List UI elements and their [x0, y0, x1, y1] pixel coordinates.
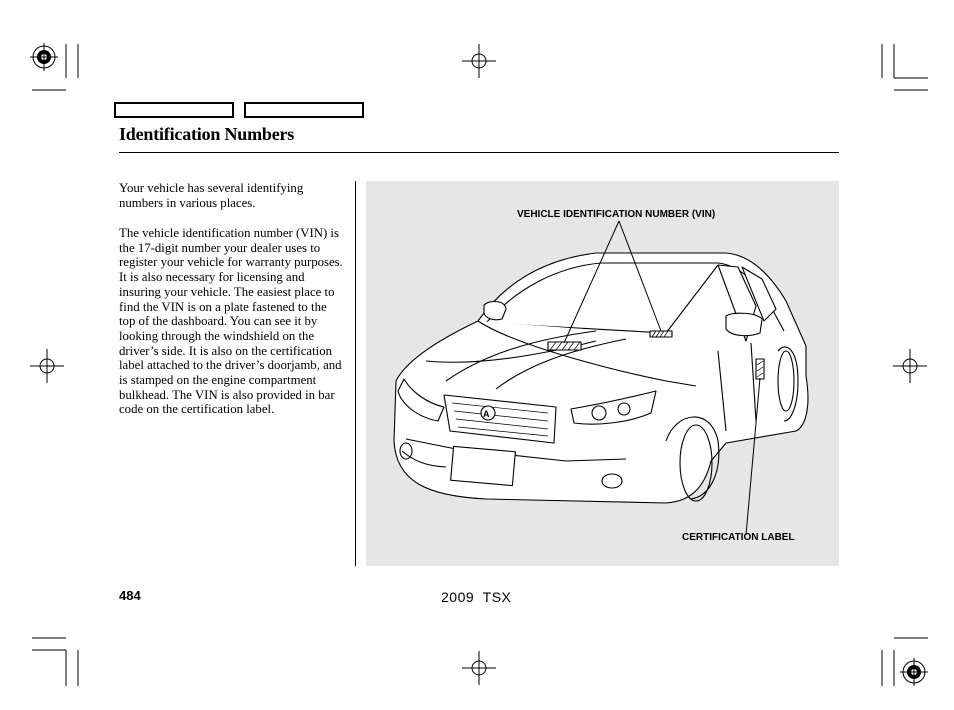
- page-title: Identification Numbers: [119, 124, 295, 144]
- title-divider: [119, 152, 839, 153]
- svg-text:A: A: [483, 409, 490, 419]
- car-illustration: [366, 181, 839, 566]
- page-number: 484: [119, 588, 141, 603]
- crosshair-icon: [462, 44, 496, 78]
- section-tab-box: [114, 102, 234, 118]
- registration-target-icon: [30, 43, 58, 71]
- vin-callout-label: VEHICLE IDENTIFICATION NUMBER (VIN): [517, 209, 716, 220]
- footer-model-name: 2009 TSX: [441, 589, 512, 605]
- vehicle-figure: [366, 181, 839, 566]
- crosshair-icon: [462, 651, 496, 685]
- crosshair-icon: [30, 349, 64, 383]
- column-divider: [355, 181, 356, 566]
- intro-paragraph: Your vehicle has several identifying numbers in various places.: [119, 181, 304, 210]
- registration-target-icon: [900, 658, 928, 686]
- vin-paragraph: The vehicle identification number (VIN) is the 17-digit number your dealer uses to register your vehicle for warranty purposes. It is also necessary for licensing and insuring your vehicle. The easiest place to find the VIN is on a plate fastened to the top of the dashboard. You can see it by looking through the windshield on the driver’s side. It is also on the certification label attached to the driver’s doorjamb, and is stamped on the engine compartment bulkhead. The VIN is also provided in bar code on the certification label.: [119, 226, 343, 417]
- certification-callout-label: CERTIFICATION LABEL: [682, 532, 795, 543]
- crosshair-icon: [893, 349, 927, 383]
- section-tab-box: [244, 102, 364, 118]
